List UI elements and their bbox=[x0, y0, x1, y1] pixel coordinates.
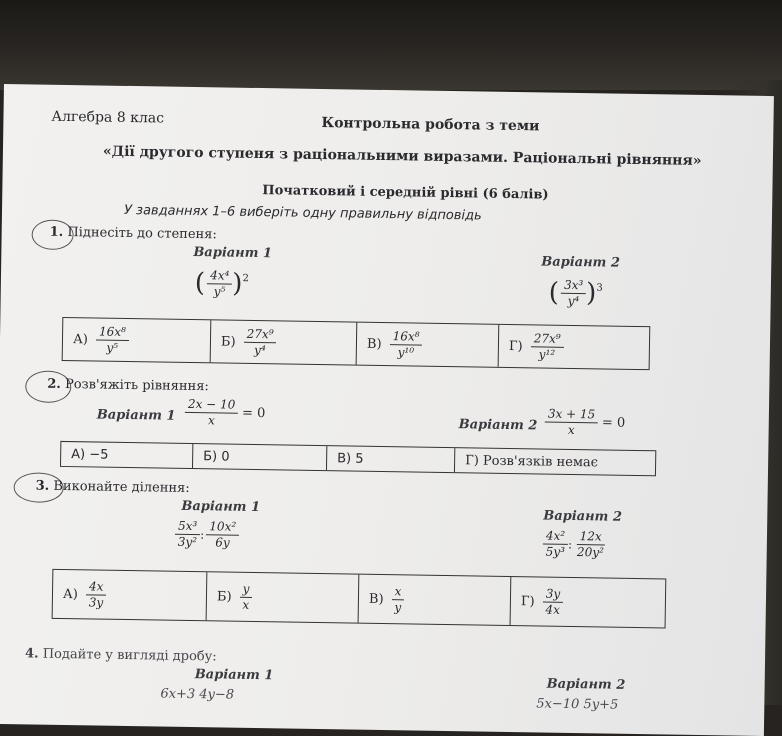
option-letter: Г) bbox=[520, 593, 535, 609]
q3-v1-a-denominator: 3y² bbox=[177, 534, 198, 550]
q3-v2-a-denominator: 5y³ bbox=[545, 544, 566, 559]
q1-option-a[interactable] bbox=[63, 318, 212, 362]
q1-variant-1-expression: ( $\frac{\text{4x⁴}}{\text{y⁵}}$ )$^2$ bbox=[194, 267, 249, 299]
q3-v2-b-denominator: 20y² bbox=[576, 545, 604, 560]
option-letter: В) bbox=[366, 336, 382, 352]
q1-v1-denominator: y⁵ bbox=[213, 283, 226, 299]
q2-option-c[interactable]: В) 5 bbox=[327, 446, 455, 472]
option-denominator: 3y bbox=[88, 594, 104, 610]
q2-v1-denominator: x bbox=[207, 413, 215, 428]
q2-v2-rhs: = 0 bbox=[601, 415, 626, 431]
q3-variant-2-expression bbox=[543, 529, 608, 561]
grade-label: Алгебра 8 клас bbox=[51, 108, 165, 127]
q1-v2-denominator: y⁴ bbox=[567, 293, 580, 308]
q3-option-d[interactable] bbox=[511, 577, 666, 627]
q2-option-d[interactable]: Г) Розв'язків немає bbox=[465, 452, 599, 470]
q2-variant-1-label: Варіант 1 bbox=[96, 407, 176, 424]
q2-variant-2-equation bbox=[545, 407, 626, 439]
q3-answer-table bbox=[52, 569, 667, 629]
q3-prompt: Виконайте ділення: bbox=[53, 478, 190, 496]
q2-v2-denominator: x bbox=[567, 422, 575, 438]
option-numerator: y bbox=[240, 581, 253, 597]
option-letter: Б) bbox=[216, 588, 232, 605]
q3-option-c[interactable] bbox=[359, 575, 512, 625]
test-title: Контрольна робота з теми bbox=[321, 114, 540, 135]
q4-text bbox=[25, 646, 217, 664]
q1-v2-power: 3 bbox=[596, 282, 603, 294]
q3-v2-b-numerator: 12x bbox=[577, 529, 605, 545]
q2-answer-table bbox=[60, 441, 656, 476]
q1-text bbox=[50, 225, 217, 243]
option-numerator: 16x⁸ bbox=[390, 329, 423, 346]
q1-variant-2-expression: ( $\frac{\text{3x³}}{\text{y⁴}}$ )$^3$ bbox=[548, 277, 603, 309]
option-numerator: x bbox=[392, 584, 405, 600]
option-letter: Г) bbox=[508, 338, 523, 354]
q3-v2-operator: : bbox=[567, 537, 573, 552]
q3-text bbox=[36, 479, 190, 496]
worksheet-paper bbox=[0, 84, 774, 736]
option-letter: В) bbox=[368, 591, 384, 607]
q2-option-b[interactable]: Б) 0 bbox=[193, 444, 327, 470]
option-denominator: y bbox=[394, 599, 402, 614]
q3-variant-2-label: Варіант 2 bbox=[543, 508, 623, 525]
background-desk-top bbox=[0, 0, 782, 90]
q4-prompt: Подайте у вигляді дробу: bbox=[42, 646, 217, 665]
option-denominator: x bbox=[242, 597, 250, 612]
option-numerator: 27x⁹ bbox=[531, 331, 564, 348]
q1-v2-numerator: 3x³ bbox=[561, 277, 586, 293]
q3-variant-1-label: Варіант 1 bbox=[181, 498, 261, 516]
q1-option-b[interactable] bbox=[211, 320, 358, 364]
option-letter: А) bbox=[72, 331, 89, 347]
option-numerator: 27x⁹ bbox=[244, 326, 277, 343]
q3-v2-a-numerator: 4x² bbox=[543, 529, 568, 545]
level-title: Початковий і середній рівні (6 балів) bbox=[262, 183, 549, 203]
q2-v2-numerator: 3x + 15 bbox=[545, 407, 599, 424]
test-topic: «Дії другого ступеня з раціональними виразами. Раціональні рівняння» bbox=[102, 143, 702, 169]
instruction: У завданнях 1–6 виберіть одну правильну відповідь bbox=[123, 202, 482, 224]
q3-variant-1-expression bbox=[175, 519, 240, 551]
q4-variant-2-label: Варіант 2 bbox=[546, 676, 626, 693]
option-denominator: y⁴ bbox=[254, 342, 266, 357]
q2-text bbox=[47, 377, 209, 395]
q3-v1-b-denominator: 6y bbox=[215, 535, 230, 550]
q1-variant-2-label: Варіант 2 bbox=[541, 254, 621, 271]
q2-prompt: Розв'яжіть рівняння: bbox=[64, 376, 209, 395]
q3-v1-a-numerator: 5x³ bbox=[175, 519, 200, 535]
q4-variant-2-expression: 5x−10 5y+5 bbox=[536, 696, 619, 713]
q1-variant-1-label: Варіант 1 bbox=[193, 244, 273, 262]
q1-v1-numerator: 4x⁴ bbox=[207, 268, 232, 284]
q3-option-a[interactable] bbox=[53, 570, 208, 620]
option-letter: А) bbox=[62, 586, 79, 602]
option-numerator: 4x bbox=[86, 579, 107, 595]
q3-number: 3. bbox=[35, 478, 50, 494]
q4-variant-1-expression: 6x+3 4y−8 bbox=[160, 686, 235, 703]
q2-variant-1-equation bbox=[185, 397, 266, 429]
option-denominator: 4x bbox=[545, 602, 561, 617]
q1-option-c[interactable] bbox=[357, 323, 500, 367]
option-numerator: 3y bbox=[543, 586, 564, 602]
q3-v1-operator: : bbox=[200, 527, 205, 542]
q1-prompt: Піднесіть до степеня: bbox=[67, 225, 217, 243]
option-letter: Б) bbox=[220, 333, 236, 350]
option-denominator: y¹² bbox=[538, 346, 556, 362]
q2-v1-numerator: 2x − 10 bbox=[185, 397, 239, 414]
option-denominator: y¹⁰ bbox=[397, 344, 415, 359]
option-numerator: 16x⁸ bbox=[96, 324, 129, 341]
q1-number: 1. bbox=[49, 224, 64, 240]
q4-number: 4. bbox=[24, 646, 39, 662]
q1-answer-table bbox=[62, 317, 651, 370]
option-denominator: y⁵ bbox=[106, 340, 119, 355]
q2-variant-2-label: Варіант 2 bbox=[458, 417, 538, 434]
q2-number: 2. bbox=[47, 376, 61, 392]
q3-option-b[interactable] bbox=[207, 572, 360, 622]
q1-option-d[interactable] bbox=[499, 325, 650, 369]
q1-v1-power: 2 bbox=[242, 273, 249, 285]
q2-option-a[interactable]: А) −5 bbox=[61, 442, 193, 468]
q4-variant-1-label: Варіант 1 bbox=[194, 667, 274, 684]
q3-v1-b-numerator: 10x² bbox=[206, 519, 239, 536]
q2-v1-rhs: = 0 bbox=[241, 405, 266, 422]
